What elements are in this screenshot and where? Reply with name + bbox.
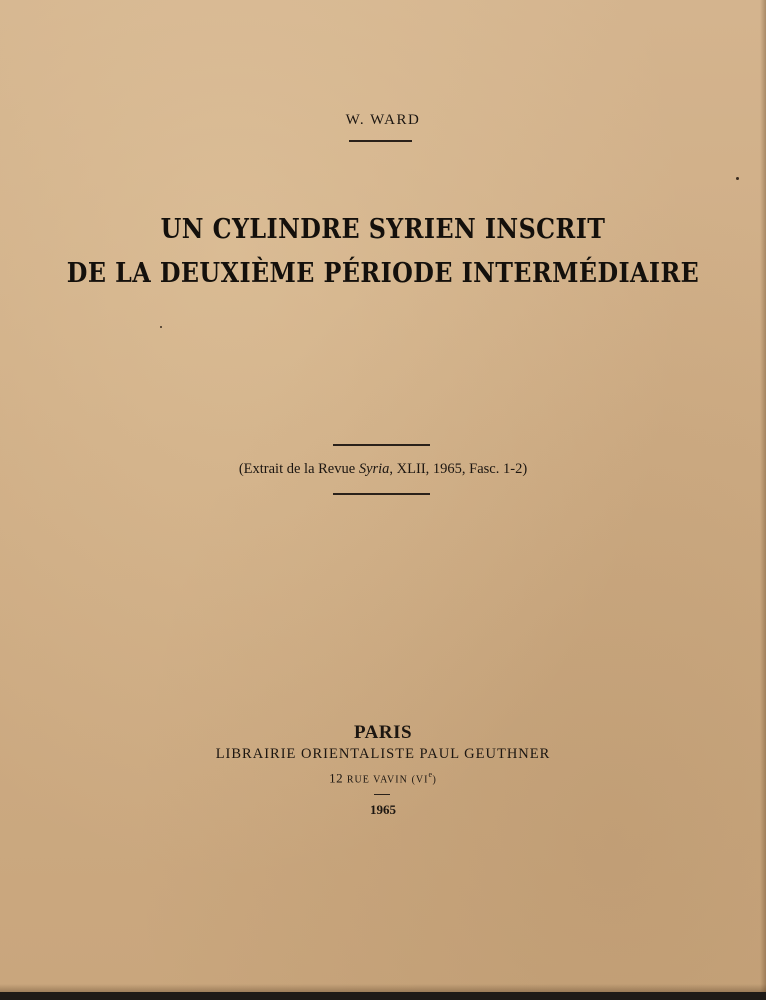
- imprint-address: [0, 770, 766, 786]
- author-name: W. WARD: [345, 112, 421, 128]
- journal-name: Syria: [358, 461, 390, 477]
- paper-speck: [160, 326, 162, 328]
- address-number: 12: [329, 770, 344, 786]
- extract-note: [0, 461, 766, 478]
- title-line-2: DE LA DEUXIÈME PÉRIODE INTERMÉDIAIRE: [66, 258, 700, 289]
- extract-note-prefix: (Extrait de la Revue: [238, 461, 359, 477]
- imprint-short-rule: [374, 794, 390, 795]
- extract-note-suffix: , XLII, 1965, Fasc. 1-2): [389, 461, 528, 477]
- imprint-publisher: LIBRAIRIE ORIENTALISTE PAUL GEUTHNER: [215, 746, 551, 762]
- imprint-year: 1965: [370, 802, 396, 817]
- address-district-close: ): [432, 774, 437, 786]
- title-line-1: UN CYLINDRE SYRIEN INSCRIT: [160, 214, 606, 245]
- address-district-open: (VI: [411, 774, 429, 786]
- imprint-city: PARIS: [353, 722, 413, 743]
- author-underline: [349, 140, 412, 142]
- address-district-sup: e: [428, 770, 433, 779]
- extract-rule-top: [333, 444, 430, 446]
- extract-rule-bottom: [333, 493, 430, 495]
- address-street: RUE VAVIN: [346, 774, 408, 786]
- paper-speck: [736, 177, 739, 180]
